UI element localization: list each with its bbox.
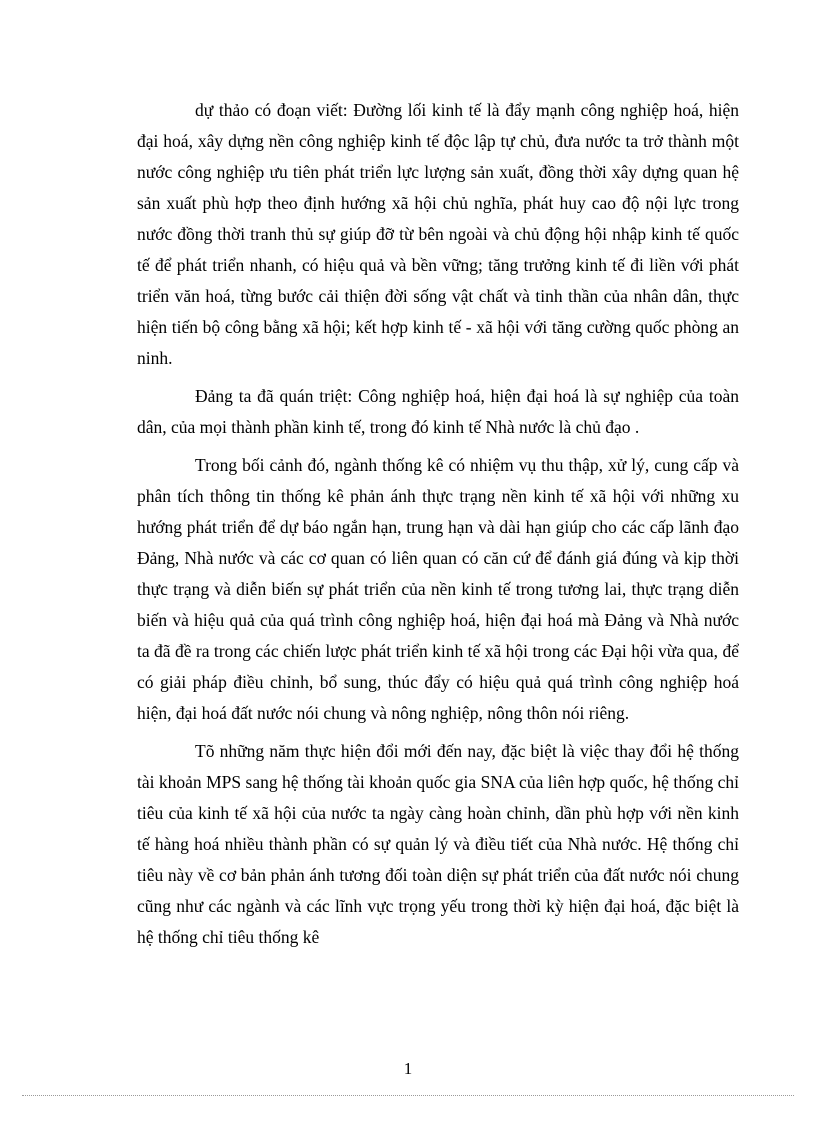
footer-divider	[22, 1095, 794, 1096]
page-number: 1	[403, 1059, 413, 1078]
paragraph-3: Trong bối cảnh đó, ngành thống kê có nhiệm vụ thu thập, xử lý, cung cấp và phân tích thông tin thống kê phản ánh thực trạng nền kinh tế xã hội với những xu hướng phát triển để dự báo ngắn hạn, trung hạn và dài hạn giúp cho các cấp lãnh đạo Đảng, Nhà nước và các cơ quan có liên quan có căn cứ để đánh giá đúng và kịp thời thực trạng và diễn biến sự phát triển của nền kinh tế trong tương lai, thực trạng diễn biến và hiệu quả của quá trình công nghiệp hoá, hiện đại hoá mà Đảng và Nhà nước ta đã đề ra trong các chiến lược phát triển kinh tế xã hội trong các Đại hội vừa qua, để có giải pháp điều chỉnh, bổ sung, thúc đẩy có hiệu quả quá trình công nghiệp hoá hiện, đại hoá đất nước nói chung và nông nghiệp, nông thôn nói riêng.	[137, 455, 739, 723]
paragraph-1: dự thảo có đoạn viết: Đường lối kinh tế là đẩy mạnh công nghiệp hoá, hiện đại hoá, xây dựng nền công nghiệp kinh tế độc lập tự chủ, đưa nước ta trở thành một nước công nghiệp ưu tiên phát triển lực lượng sản xuất, đồng thời xây dựng quan hệ sản xuất phù hợp theo định hướng xã hội chủ nghĩa, phát huy cao độ nội lực trong nước đồng thời tranh thủ sự giúp đỡ từ bên ngoài và chủ động hội nhập kinh tế quốc tế để phát triển nhanh, có hiệu quả và bền vững; tăng trưởng kinh tế đi liền với phát triển văn hoá, từng bước cải thiện đời sống vật chất và tinh thần của nhân dân, thực hiện tiến bộ công bằng xã hội; kết hợp kinh tế - xã hội với tăng cường quốc phòng an ninh.	[137, 100, 739, 368]
paragraph-2: Đảng ta đã quán triệt: Công nghiệp hoá, hiện đại hoá là sự nghiệp của toàn dân, của mọi thành phần kinh tế, trong đó kinh tế Nhà nước là chủ đạo .	[137, 386, 739, 437]
document-body	[137, 95, 739, 960]
paragraph-4: Tõ những năm thực hiện đổi mới đến nay, đặc biệt là việc thay đổi hệ thống tài khoản MPS sang hệ thống tài khoản quốc gia SNA của liên hợp quốc, hệ thống chỉ tiêu của kinh tế xã hội của nước ta ngày càng hoàn chỉnh, dần phù hợp với nền kinh tế hàng hoá nhiều thành phần có sự quản lý và điều tiết của Nhà nước. Hệ thống chỉ tiêu này về cơ bản phản ánh tương đối toàn diện sự phát triển của đất nước nói chung cũng như các ngành và các lĩnh vực trọng yếu trong thời kỳ hiện đại hoá, đặc biệt là hệ thống chỉ tiêu thống kê	[137, 741, 739, 947]
